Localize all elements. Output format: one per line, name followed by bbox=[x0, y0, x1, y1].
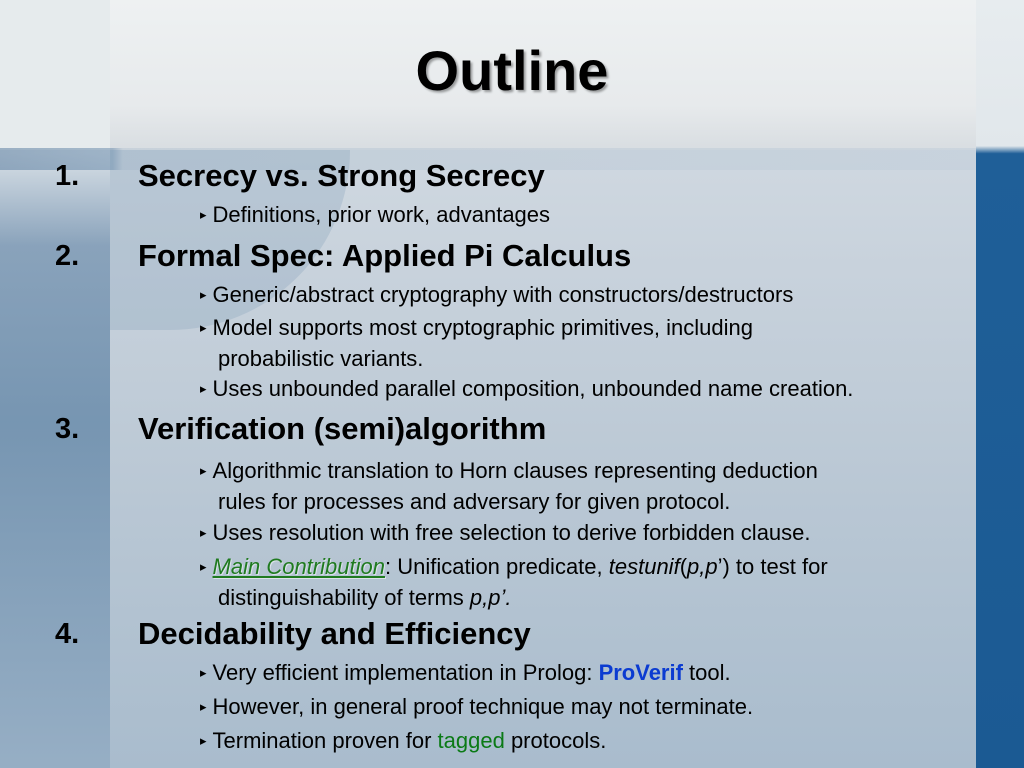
triangle-bullet-icon: ▸ bbox=[200, 463, 207, 478]
paren-open: ( bbox=[679, 554, 688, 579]
sub-bullet bbox=[200, 281, 990, 312]
pp-term: p,p bbox=[687, 554, 718, 579]
sub-bullet-text: : Unification predicate, bbox=[384, 554, 609, 579]
item-heading: Secrecy vs. Strong Secrecy bbox=[138, 158, 545, 193]
sub-bullet-text-continued: rules for processes and adversary for given protocol. bbox=[218, 489, 731, 514]
sub-bullet-text: Model supports most cryptographic primitives, including bbox=[212, 315, 753, 340]
sub-bullet-text: Generic/abstract cryptography with constructors/destructors bbox=[212, 282, 794, 307]
sub-bullet bbox=[200, 314, 990, 373]
sub-bullet-text: Uses unbounded parallel composition, unbounded name creation. bbox=[212, 376, 854, 401]
sub-bullet-text-continued: probabilistic variants. bbox=[218, 346, 424, 371]
proverif-highlight: ProVerif bbox=[598, 660, 683, 685]
sub-bullet bbox=[200, 519, 990, 550]
triangle-bullet-icon: ▸ bbox=[200, 733, 207, 748]
pp-term: p,p bbox=[469, 585, 501, 610]
sub-bullet-text: distinguishability of terms bbox=[218, 585, 470, 610]
item-heading: Verification (semi)algorithm bbox=[138, 411, 547, 446]
sub-bullet bbox=[200, 693, 990, 724]
item-number: 2. bbox=[55, 240, 80, 272]
sub-bullet bbox=[200, 201, 990, 232]
triangle-bullet-icon: ▸ bbox=[200, 525, 207, 540]
triangle-bullet-icon: ▸ bbox=[200, 699, 207, 714]
sub-bullet-text: However, in general proof technique may not terminate. bbox=[212, 694, 754, 719]
triangle-bullet-icon: ▸ bbox=[200, 207, 207, 222]
main-contribution-link[interactable]: Main Contribution bbox=[212, 554, 385, 579]
slide-title: Outline bbox=[415, 39, 609, 102]
item-heading: Decidability and Efficiency bbox=[138, 616, 531, 651]
sub-bullet-text: tool. bbox=[682, 660, 731, 685]
tagged-highlight: tagged bbox=[437, 728, 505, 753]
item-number: 4. bbox=[55, 618, 80, 650]
triangle-bullet-icon: ▸ bbox=[200, 665, 207, 680]
sub-bullet-text: Very efficient implementation in Prolog: bbox=[212, 660, 599, 685]
sub-bullet-text: protocols. bbox=[504, 728, 607, 753]
sub-bullet-text: Uses resolution with free selection to derive forbidden clause. bbox=[212, 520, 811, 545]
triangle-bullet-icon: ▸ bbox=[200, 559, 207, 574]
sub-bullet-text-continued bbox=[200, 584, 990, 612]
triangle-bullet-icon: ▸ bbox=[200, 320, 207, 335]
testunif-term: testunif bbox=[608, 554, 680, 579]
sub-bullet bbox=[200, 553, 990, 612]
item-number: 1. bbox=[55, 160, 80, 192]
sub-bullet-text: Definitions, prior work, advantages bbox=[212, 202, 551, 227]
prime-period: ’. bbox=[500, 585, 512, 610]
item-heading: Formal Spec: Applied Pi Calculus bbox=[138, 238, 632, 273]
sub-bullet bbox=[200, 457, 990, 516]
triangle-bullet-icon: ▸ bbox=[200, 381, 207, 396]
triangle-bullet-icon: ▸ bbox=[200, 287, 207, 302]
sub-bullet bbox=[200, 659, 990, 690]
sub-bullet-text: Termination proven for bbox=[212, 728, 438, 753]
sub-bullet bbox=[200, 375, 990, 406]
sub-bullet bbox=[200, 727, 990, 758]
sub-bullet-text: ’) to test for bbox=[717, 554, 828, 579]
item-number: 3. bbox=[55, 413, 80, 445]
sub-bullet-text: Algorithmic translation to Horn clauses representing deduction bbox=[212, 458, 818, 483]
